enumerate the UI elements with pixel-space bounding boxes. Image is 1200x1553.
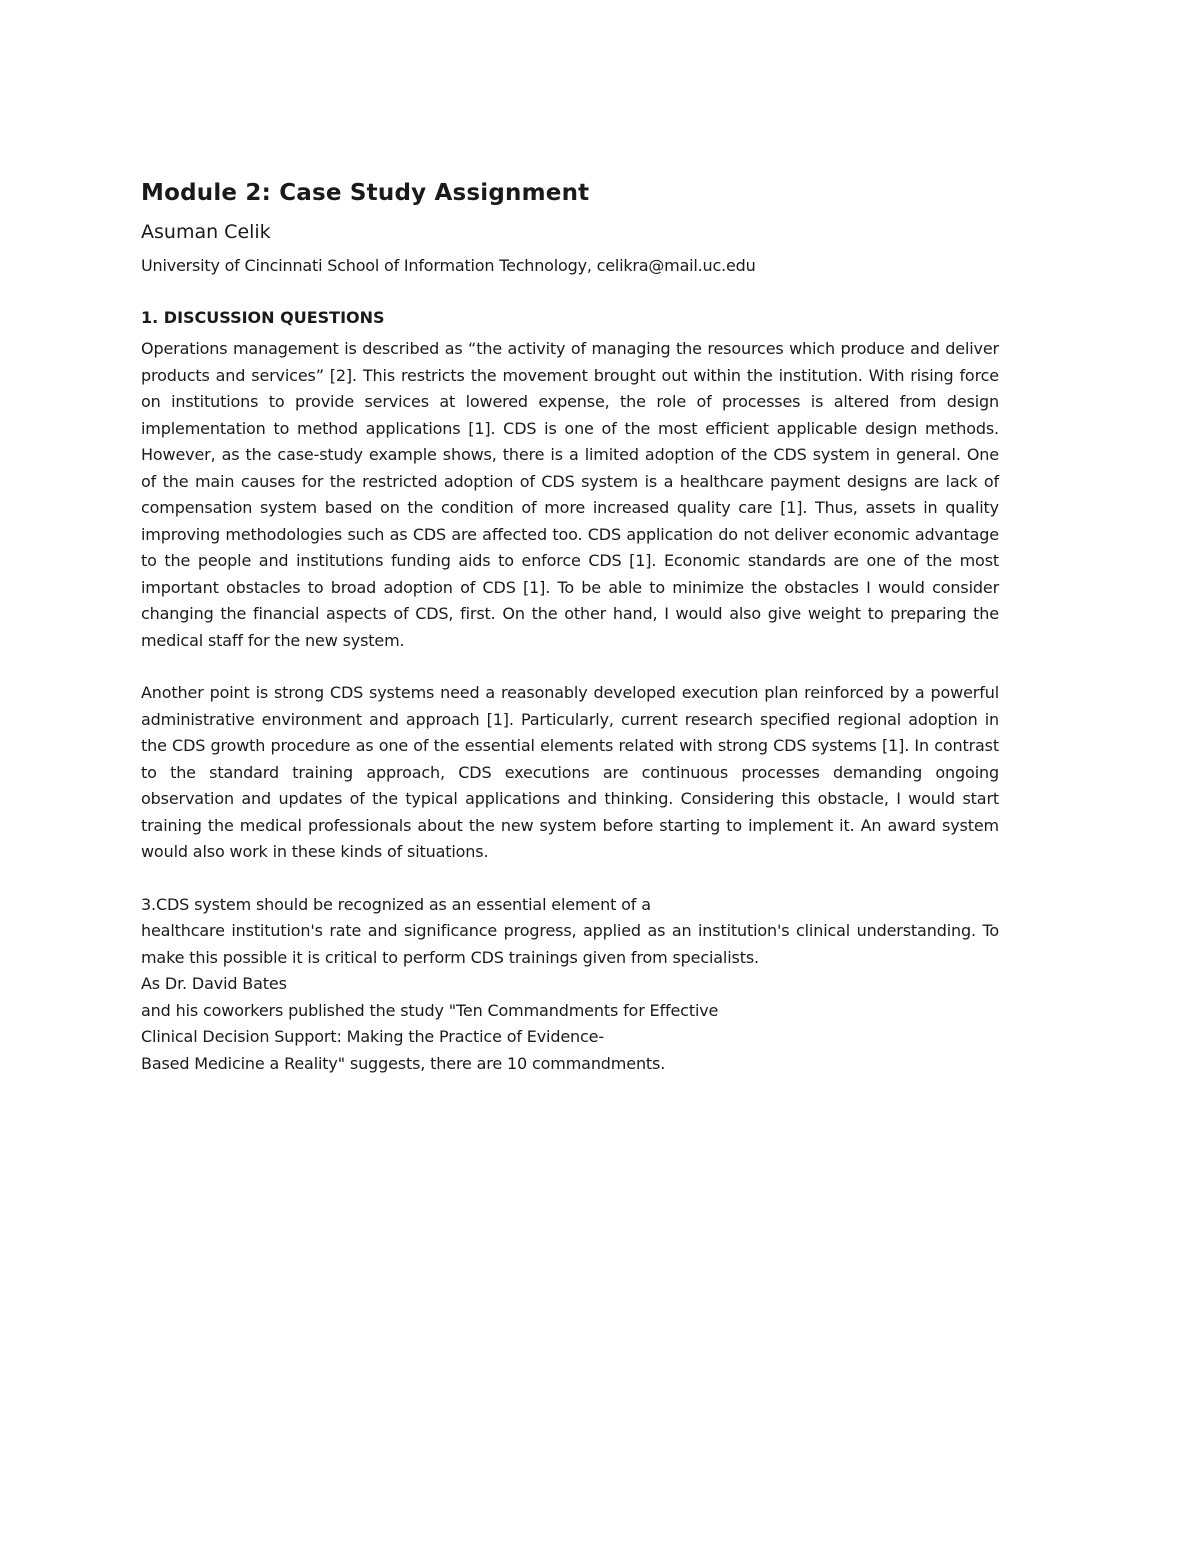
point-3-line: Clinical Decision Support: Making the Practice of Evidence- [141,1027,604,1046]
paragraph-1: Operations management is described as “the activity of managing the resources which produce and deliver products and services” [2]. This restricts the movement brought out within the institution. With rising force on institutions to provide services at lowered expense, the role of processes is altered from design implementation to method applications [1]. CDS is one of the most efficient applicable design methods. However, as the case-study example shows, there is a limited adoption of the CDS system in general. One of the main causes for the restricted adoption of CDS system is a healthcare payment designs are lack of compensation system based on the condition of more increased quality care [1]. Thus, assets in quality improving methodologies such as CDS are affected too. CDS application do not deliver economic advantage to the people and institutions funding aids to enforce CDS [1]. Economic standards are one of the most important obstacles to broad adoption of CDS [1]. To be able to minimize the obstacles I would consider changing the financial aspects of CDS, first. On the other hand, I would also give weight to preparing the medical staff for the new system. [141,339,999,650]
point-3-line: As Dr. David Bates [141,974,287,993]
point-3-block [141,892,999,1078]
point-3-line: healthcare institution's rate and significance progress, applied as an institution's clinical understanding. To make this possible it is critical to perform CDS trainings given from specialists. [141,921,999,967]
author-name: Asuman Celik [141,221,271,243]
point-3-line: and his coworkers published the study "Ten Commandments for Effective [141,1000,719,1020]
section-heading-discussion: 1. DISCUSSION QUESTIONS [141,308,385,327]
document-page [141,176,999,1077]
paragraph-2: Another point is strong CDS systems need a reasonably developed execution plan reinforced by a powerful administrative environment and approach [1]. Particularly, current research specified regional adoption in the CDS growth procedure as one of the essential elements related with strong CDS systems [1]. In contrast to the standard training approach, CDS executions are continuous processes demanding ongoing observation and updates of the typical applications and thinking. Considering this obstacle, I would start training the medical professionals about the new system before starting to implement it. An award system would also work in these kinds of situations. [141,683,999,861]
point-3-line: 3.CDS system should be recognized as an essential element of a [141,894,651,914]
author-affiliation: University of Cincinnati School of Information Technology, celikra@mail.uc.edu [141,256,756,275]
point-3-line: Based Medicine a Reality" suggests, there are 10 commandments. [141,1053,666,1073]
document-title: Module 2: Case Study Assignment [141,180,590,206]
